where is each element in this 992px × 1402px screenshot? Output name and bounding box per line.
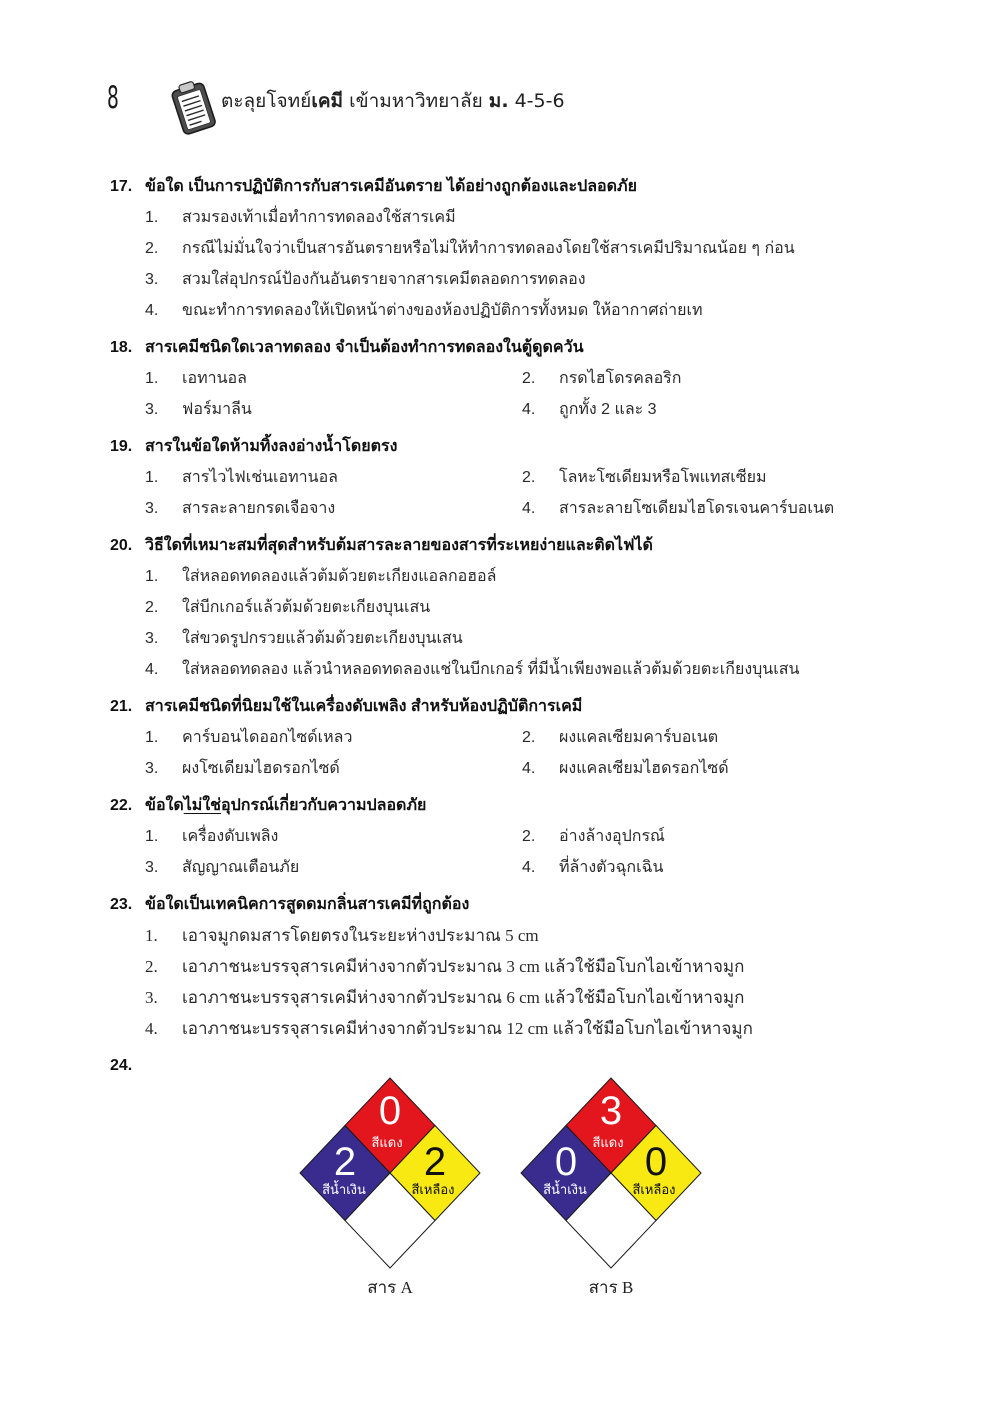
page-number: 8 (107, 80, 119, 116)
option-text: สารไวไฟเช่นเอทานอล (182, 469, 338, 486)
diamond-b-caption: สาร B (588, 1278, 634, 1297)
question-heading (110, 790, 890, 821)
question-heading (110, 1050, 890, 1081)
question-24 (110, 1050, 890, 1081)
question-text: สารในข้อใดห้ามทิ้งลงอ่างน้ำโดยตรง (145, 438, 398, 455)
option-1 (145, 561, 890, 592)
option-number: 1. (145, 469, 159, 486)
option-list (145, 722, 890, 784)
diamond-a-caption: สาร A (367, 1278, 413, 1297)
option-list (145, 363, 890, 425)
option-3 (145, 982, 890, 1013)
option-2 (522, 821, 890, 852)
option-text: เอาจมูกดมสารโดยตรงในระยะห่างประมาณ 5 cm (182, 926, 539, 945)
option-list (145, 821, 890, 883)
option-4 (522, 493, 890, 524)
question-text: ข้อใด เป็นการปฏิบัติการกับสารเคมีอันตราย ได้อย่างถูกต้องและปลอดภัย (145, 178, 637, 195)
option-number: 1. (145, 828, 159, 845)
yellow-label: สีเหลือง (411, 1182, 455, 1197)
option-text: ใส่บีกเกอร์แล้วต้มด้วยตะเกียงบุนเสน (182, 599, 431, 616)
question-text: วิธีใดที่เหมาะสมที่สุดสำหรับต้มสารละลายของสารที่ระเหยง่ายและติดไฟได้ (145, 537, 653, 554)
question-22 (110, 790, 890, 883)
option-4 (522, 753, 890, 784)
option-1 (145, 202, 890, 233)
question-text: สารเคมีชนิดใดเวลาทดลอง จำเป็นต้องทำการทดลองในตู้ดูดควัน (145, 339, 584, 356)
option-number: 2. (145, 957, 158, 976)
option-2 (145, 592, 890, 623)
option-text: ใส่หลอดทดลองแล้วต้มด้วยตะเกียงแอลกอฮอล์ (182, 568, 497, 585)
question-text: สารเคมีชนิดที่นิยมใช้ในเครื่องดับเพลิง สำหรับห้องปฏิบัติการเคมี (145, 698, 583, 715)
option-1 (145, 363, 522, 394)
question-number: 18. (110, 339, 133, 356)
question-20 (110, 530, 890, 685)
option-number: 1. (145, 370, 159, 387)
question-number: 21. (110, 698, 133, 715)
hazard-diamond-b (520, 1077, 702, 1269)
option-text: คาร์บอนไดออกไซด์เหลว (182, 729, 353, 746)
question-number: 19. (110, 438, 133, 455)
question-18 (110, 332, 890, 425)
option-number: 1. (145, 568, 159, 585)
option-number: 2. (522, 828, 536, 845)
option-text: อ่างล้างอุปกรณ์ (559, 828, 665, 845)
option-3 (145, 753, 522, 784)
option-text: ผงแคลเซียมคาร์บอเนต (559, 729, 719, 746)
question-number: 24. (110, 1057, 133, 1074)
option-text: เอาภาชนะบรรจุสารเคมีห่างจากตัวประมาณ 12 cm แล้วใช้มือโบกไอเข้าหาจมูก (182, 1019, 753, 1038)
option-3 (145, 264, 890, 295)
option-list (145, 561, 890, 685)
option-number: 3. (145, 988, 158, 1007)
option-text: เอาภาชนะบรรจุสารเคมีห่างจากตัวประมาณ 6 cm แล้วใช้มือโบกไอเข้าหาจมูก (182, 988, 745, 1007)
option-list (145, 462, 890, 524)
emphasis-underlined: ไม่ใช่ (183, 797, 222, 814)
question-heading (110, 691, 890, 722)
option-number: 2. (522, 370, 536, 387)
yellow-rating: 0 (644, 1140, 668, 1184)
option-3 (145, 852, 522, 883)
question-heading (110, 171, 890, 202)
question-number: 20. (110, 537, 133, 554)
question-heading (110, 889, 890, 920)
option-number: 3. (145, 271, 159, 288)
option-number: 4. (145, 1019, 158, 1038)
question-heading (110, 431, 890, 462)
option-text: โลหะโซเดียมหรือโพแทสเซียม (559, 469, 767, 486)
question-text (145, 790, 426, 821)
yellow-rating: 2 (423, 1140, 447, 1184)
hazard-diamond-a (299, 1077, 481, 1269)
option-text: สัญญาณเตือนภัย (182, 859, 300, 876)
option-number: 3. (145, 859, 159, 876)
yellow-label: สีเหลือง (632, 1182, 676, 1197)
option-2 (522, 363, 890, 394)
red-rating: 0 (378, 1089, 402, 1133)
option-text: ที่ล้างตัวฉุกเฉิน (559, 859, 664, 876)
question-19 (110, 431, 890, 524)
option-number: 3. (145, 401, 159, 418)
option-number: 4. (522, 760, 536, 777)
option-number: 2. (522, 469, 536, 486)
book-title (221, 86, 565, 116)
option-2 (145, 951, 890, 982)
option-text: ฟอร์มาลีน (182, 401, 252, 418)
option-number: 1. (145, 926, 158, 945)
option-2 (522, 722, 890, 753)
blue-rating: 2 (333, 1140, 357, 1184)
option-1 (145, 920, 890, 951)
option-2 (522, 462, 890, 493)
option-text: สวมรองเท้าเมื่อทำการทดลองใช้สารเคมี (182, 209, 456, 226)
red-label: สีแดง (371, 1135, 403, 1150)
option-list (145, 202, 890, 326)
option-text: ใส่ขวดรูปกรวยแล้วต้มด้วยตะเกียงบุนเสน (182, 630, 463, 647)
question-list (110, 171, 890, 1087)
red-rating: 3 (599, 1089, 623, 1133)
option-3 (145, 394, 522, 425)
option-number: 2. (522, 729, 536, 746)
option-1 (145, 462, 522, 493)
option-text: สารละลายโซเดียมไฮโดรเจนคาร์บอเนต (559, 500, 835, 517)
red-label: สีแดง (592, 1135, 624, 1150)
option-number: 1. (145, 729, 159, 746)
title-subject: เคมี (311, 90, 344, 112)
option-text: ใส่หลอดทดลอง แล้วนำหลอดทดลองแช่ในบีกเกอร์ ที่มีน้ำเพียงพอแล้วต้มด้วยตะเกียงบุนเสน (182, 661, 800, 678)
question-text-part: ข้อใด (145, 797, 184, 814)
question-text: ข้อใดเป็นเทคนิคการสูดดมกลิ่นสารเคมีที่ถูกต้อง (145, 896, 470, 913)
option-number: 1. (145, 209, 159, 226)
question-23 (110, 889, 890, 1044)
option-text: กรดไฮโดรคลอริก (559, 370, 682, 387)
option-text: เอทานอล (182, 370, 247, 387)
option-3 (145, 623, 890, 654)
option-number: 4. (522, 500, 536, 517)
option-text: เอาภาชนะบรรจุสารเคมีห่างจากตัวประมาณ 3 cm แล้วใช้มือโบกไอเข้าหาจมูก (182, 957, 745, 976)
question-heading (110, 332, 890, 363)
question-number: 22. (110, 797, 133, 814)
option-number: 4. (522, 859, 536, 876)
option-text: สวมใส่อุปกรณ์ป้องกันอันตรายจากสารเคมีตลอดการทดลอง (182, 271, 586, 288)
option-text: เครื่องดับเพลิง (182, 828, 279, 845)
option-text: ขณะทำการทดลองให้เปิดหน้าต่างของห้องปฏิบัติการทั้งหมด ให้อากาศถ่ายเท (182, 302, 703, 319)
question-number: 17. (110, 178, 133, 195)
option-number: 3. (145, 500, 159, 517)
option-text: ถูกทั้ง 2 และ 3 (559, 401, 657, 418)
option-text: กรณีไม่มั่นใจว่าเป็นสารอันตรายหรือไม่ให้ทำการทดลองโดยใช้สารเคมีปริมาณน้อย ๆ ก่อน (182, 240, 795, 257)
option-number: 3. (145, 760, 159, 777)
option-4 (145, 1013, 890, 1044)
question-text-part: อุปกรณ์เกี่ยวกับความปลอดภัย (221, 797, 427, 814)
option-text: สารละลายกรดเจือจาง (182, 500, 336, 517)
option-number: 3. (145, 630, 159, 647)
option-list (145, 920, 890, 1044)
option-number: 4. (145, 661, 159, 678)
option-number: 2. (145, 240, 159, 257)
blue-rating: 0 (554, 1140, 578, 1184)
title-grades: 4-5-6 (508, 90, 565, 112)
option-4 (145, 654, 890, 685)
option-text: ผงโซเดียมไฮดรอกไซด์ (182, 760, 340, 777)
clipboard-icon (167, 79, 221, 137)
blue-label: สีน้ำเงิน (322, 1182, 366, 1197)
question-21 (110, 691, 890, 784)
question-heading (110, 530, 890, 561)
option-1 (145, 722, 522, 753)
question-number: 23. (110, 896, 133, 913)
option-2 (145, 233, 890, 264)
blue-label: สีน้ำเงิน (543, 1182, 587, 1197)
option-text: ผงแคลเซียมไฮดรอกไซด์ (559, 760, 729, 777)
title-part: เข้ามหาวิทยาลัย (343, 90, 489, 112)
option-4 (145, 295, 890, 326)
title-part: ตะลุยโจทย์ (221, 90, 312, 112)
option-4 (522, 852, 890, 883)
question-17 (110, 171, 890, 326)
option-4 (522, 394, 890, 425)
option-1 (145, 821, 522, 852)
title-level: ม. (488, 90, 509, 112)
option-number: 4. (522, 401, 536, 418)
option-3 (145, 493, 522, 524)
option-number: 4. (145, 302, 159, 319)
option-number: 2. (145, 599, 159, 616)
